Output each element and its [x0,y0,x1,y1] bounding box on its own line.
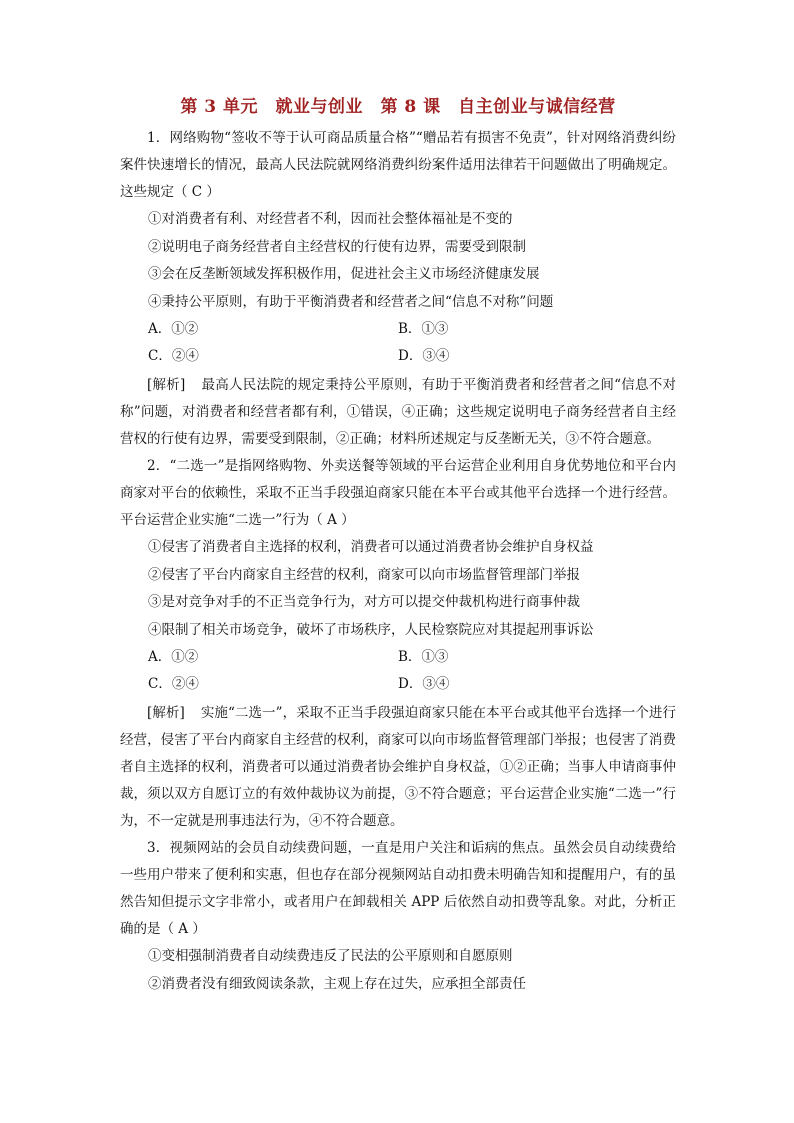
page-title: 第 3 单元 就业与创业 第 8 课 自主创业与诚信经营 [180,97,616,117]
question-2-item: ①侵害了消费者自主选择的权利，消费者可以通过消费者协会维护自身权益 [148,539,594,555]
question-1-options-row-2 [148,343,676,370]
question-2-item: ③是对竞争对手的不正当竞争行为，对方可以提交仲裁机构进行商事仲裁 [148,594,580,610]
question-3-item: ①变相强制消费者自动续费违反了民法的公平原则和自愿原则 [148,948,513,964]
question-2-item: ②侵害了平台内商家自主经营的权利，商家可以向市场监督管理部门举报 [148,566,580,583]
analysis-text: 最高人民法院的规定秉持公平原则，有助于平衡消费者和经营者之间“信息不对称”问题，对消费者和经营者都有利，①错误，④正确；这些规定说明电子商务经营者自主经营权的行使有边界，需要受到限制，②正确；材料所述规定与反垄断无关，③不符合题意。 [120,377,676,447]
question-3-stem: 3．视频网站的会员自动续费问题，一直是用户关注和诟病的焦点。虽然会员自动续费给一些用户带来了便利和实惠，但也存在部分视频网站自动扣费未明确告知和提醒用户，有的虽然告知但提示文字非常小，或者用户在卸载相关 APP 后依然自动扣费等乱象。对此，分析正确的是（ A ） [120,840,676,937]
question-1-item: ④秉持公平原则，有助于平衡消费者和经营者之间“信息不对称”问题 [148,293,554,310]
analysis-tag: [解析] [147,705,185,721]
question-2-analysis [120,700,676,835]
option-d: D．③④ [398,676,450,692]
question-1-item: ①对消费者有利、对经营者不利，因而社会整体福祉是不变的 [148,211,513,227]
option-d: D．③④ [398,348,450,364]
question-2-stem: 2．“二选一”是指网络购物、外卖送餐等领域的平台运营企业利用自身优势地位和平台内商家对平台的依赖性，采取不正当手段强迫商家只能在本平台或其他平台选择一个进行经营。平台运营企业实施“二选一”行为（ A ） [120,458,676,528]
question-2-options-row-1 [148,644,676,671]
question-1-analysis [120,372,676,453]
option-c: C．②④ [148,676,199,692]
question-2-item: ④限制了相关市场竞争，破坏了市场秩序，人民检察院应对其提起刑事诉讼 [148,621,594,638]
question-2-options-row-2 [148,671,676,698]
question-1-item: ②说明电子商务经营者自主经营权的行使有边界，需要受到限制 [148,238,526,255]
question-1-options-row-1 [148,316,676,343]
option-b: B．①③ [398,321,449,337]
option-a: A．①② [148,649,199,665]
analysis-text: 实施“二选一”，采取不正当手段强迫商家只能在本平台或其他平台选择一个进行经营，侵害了平台内商家自主经营的权利，商家可以向市场监督管理部门举报；也侵害了消费者自主选择的权利，消费者可以通过消费者协会维护自身权益，①②正确；当事人申请商事仲裁，须以双方自愿订立的有效仲裁协议为前提，③不符合题意；平台运营企业实施“二选一”行为，不一定就是刑事违法行为，④不符合题意。 [120,705,676,829]
analysis-tag: [解析] [147,377,186,393]
option-b: B．①③ [398,649,449,665]
option-a: A．①② [148,321,199,337]
question-1-item: ③会在反垄断领域发挥积极作用，促进社会主义市场经济健康发展 [148,266,540,282]
option-c: C．②④ [148,348,199,364]
document-body [120,92,676,998]
question-1-stem: 1．网络购物“签收不等于认可商品质量合格”“赠品若有损害不免责”，针对网络消费纠纷案件快速增长的情况，最高人民法院就网络消费纠纷案件适用法律若干问题做出了明确规定。这些规定（ C ） [120,130,676,200]
question-3-item: ②消费者没有细致阅读条款，主观上存在过失，应承担全部责任 [148,975,526,992]
